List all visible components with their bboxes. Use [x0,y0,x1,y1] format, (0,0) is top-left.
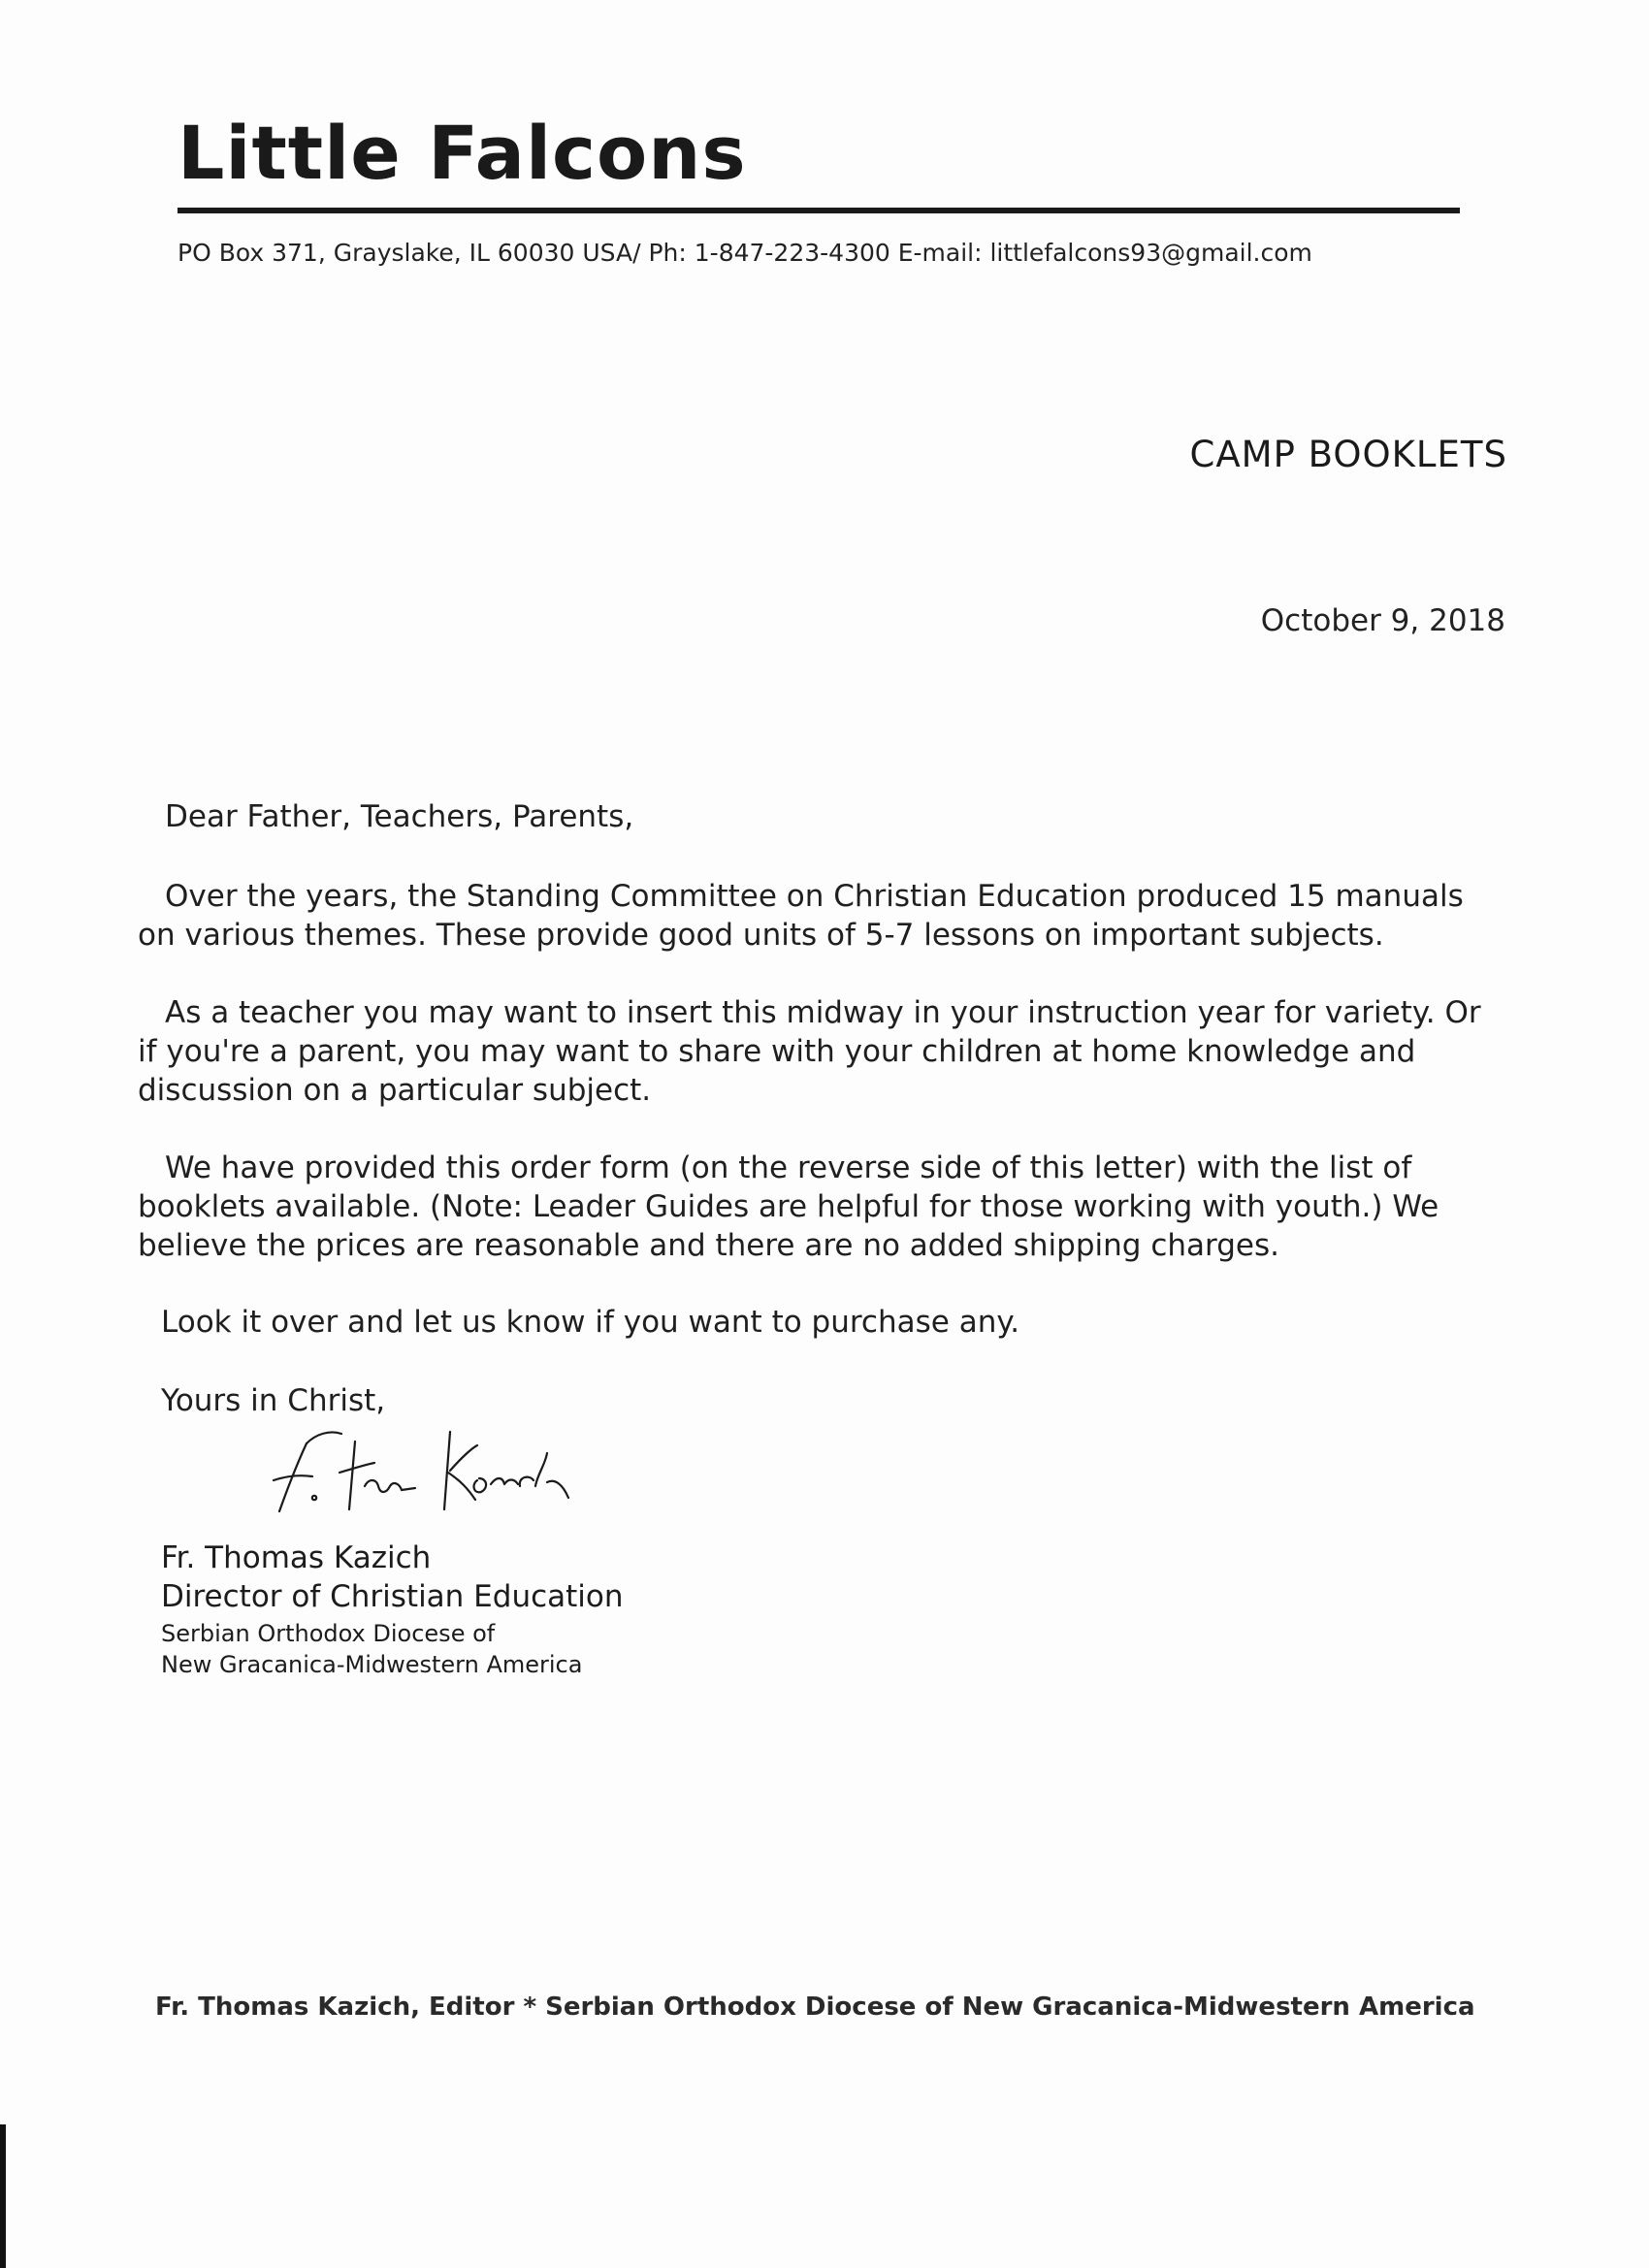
page-footer: Fr. Thomas Kazich, Editor * Serbian Orthodox Diocese of New Gracanica-Midwestern America [155,1993,1475,2022]
body-paragraph: We have provided this order form (on the reverse side of this letter) with the list of booklets available. (Note: Leader Guides are helpful for those working with youth.) We believe the prices are reasonable and there are no added shipping charges. [138,1150,1439,1263]
scan-edge-mark [0,2124,6,2268]
document-heading: CAMP BOOKLETS [1189,434,1507,475]
body-paragraph: Over the years, the Standing Committee on Christian Education produced 15 manuals on various themes. These provide good units of 5-7 lessons on important subjects. [138,879,1464,953]
salutation: Dear Father, Teachers, Parents, [165,799,634,834]
letter-date: October 9, 2018 [1260,603,1505,638]
signer-organization: New Gracanica-Midwestern America [161,1651,583,1678]
handwritten-signature [260,1416,590,1523]
valediction: Yours in Christ, [161,1383,386,1418]
signer-organization: Serbian Orthodox Diocese of [161,1620,496,1647]
letterhead-title: Little Falcons [178,110,747,196]
letterhead-address: PO Box 371, Grayslake, IL 60030 USA/ Ph: 1-847-223-4300 E-mail: littlefalcons93@gmail.com [178,239,1312,267]
closing-line: Look it over and let us know if you want to purchase any. [161,1305,1020,1340]
signer-title: Director of Christian Education [161,1579,624,1614]
letterhead-rule [178,208,1460,213]
body-paragraph: As a teacher you may want to insert this midway in your instruction year for variety. Or if you're a parent, you may want to share with your children at home knowledge and discussion on a particular subject. [138,995,1481,1108]
signer-name: Fr. Thomas Kazich [161,1540,432,1575]
